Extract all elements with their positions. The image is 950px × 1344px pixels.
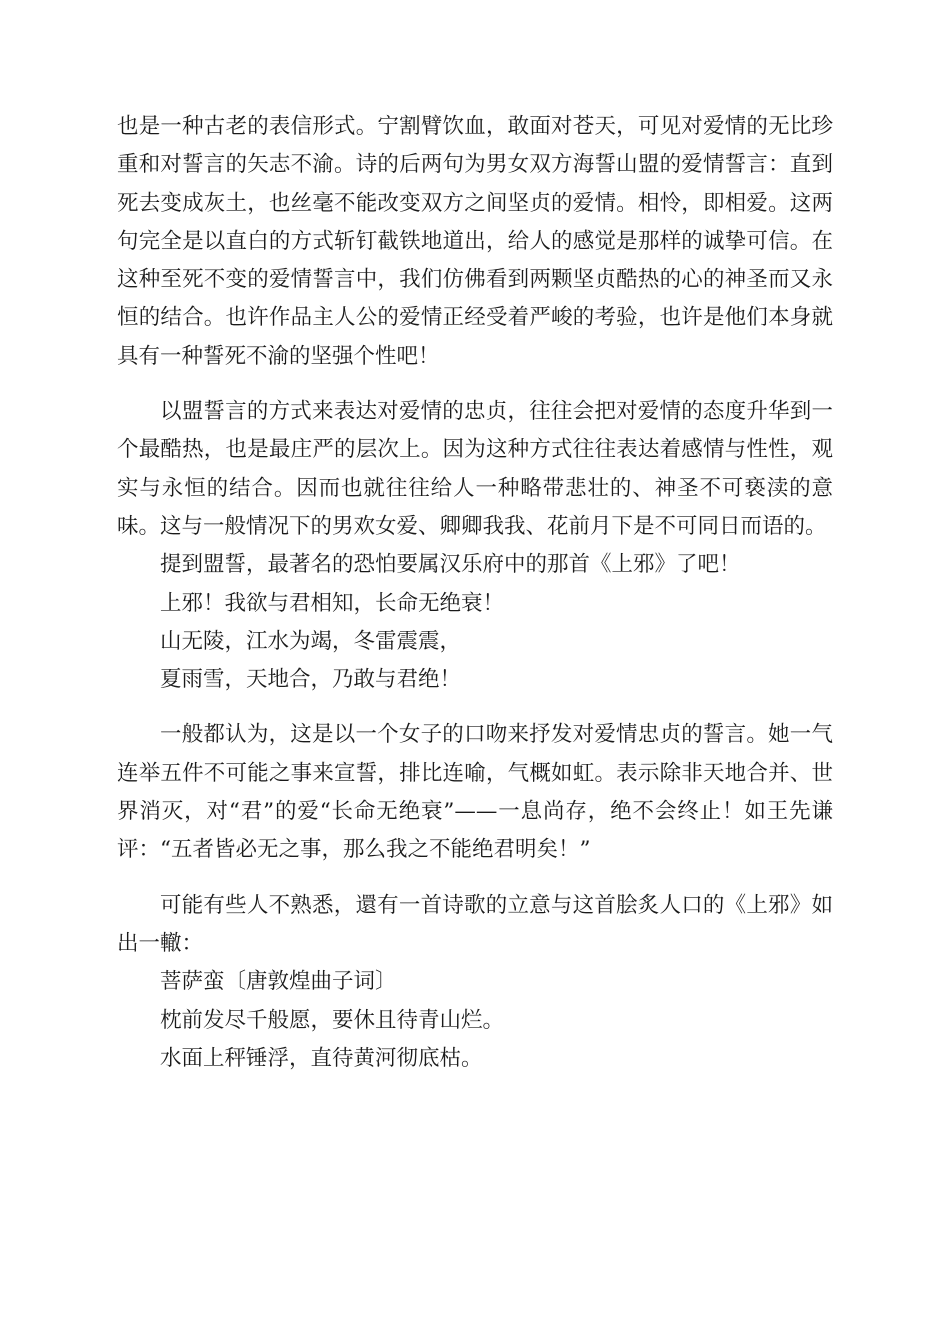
poem-line-pillow: 枕前发尽千般愿，要休且待青山烂。 (160, 1007, 505, 1033)
paragraph-shang-xie-intro: 提到盟誓，最著名的恐怕要属汉乐府中的那首《上邪》了吧！ (160, 552, 741, 578)
paragraph-oath-commentary: 也是一种古老的表信形式。宁割臂饮血，敢面对苍天，可见对爱情的无比珍重和对誓言的矢志不渝。诗的后两句为男女双方海誓山盟的爱情誓言：直到死去变成灰土，也丝毫不能改变双方之间坚贞的爱情。相怜，即相爱。这两句完全是以直白的方式斩钉截铁地道出，给人的感觉是那样的诚挚可信。在这种至死不变的爱情誓言中，我们仿佛看到两颗坚贞酷热的心的神圣而又永恒的结合。也许作品主人公的爱情正经受着严峻的考验，也许是他们本身就具有一种誓死不渝的坚强个性吧！ (117, 114, 833, 369)
poem-line-3: 夏雨雪，天地合，乃敢与君绝！ (160, 667, 462, 693)
paragraph-second-poem-intro: 可能有些人不熟悉，還有一首诗歌的立意与这首脍炙人口的《上邪》如出一轍： (117, 892, 833, 956)
poem-line-2: 山无陵，江水为竭，冬雷震震， (160, 628, 462, 654)
poem-title: 菩萨蛮〔唐敦煌曲子词〕 (160, 969, 397, 995)
document-body (117, 108, 833, 1078)
poem-line-water: 水面上秤锤浮，直待黄河彻底枯。 (160, 1045, 483, 1071)
paragraph-oath-sublimation: 以盟誓言的方式来表达对爱情的忠贞，往往会把对爱情的态度升华到一个最酷热，也是最庄严的层次上。因为这种方式往往表达着感情与性性，观实与永恒的结合。因而也就往往给人一种略带悲壮的、神圣不可亵渎的意味。这与一般情况下的男欢女爱、卿卿我我、花前月下是不可同日而语的。 (117, 399, 833, 539)
poem-line-1: 上邪！我欲与君相知，长命无绝衰！ (160, 590, 505, 616)
paragraph-poem-analysis: 一般都认为，这是以一个女子的口吻来抒发对爱情忠贞的誓言。她一气连举五件不可能之事来宣誓，排比连喻，气概如虹。表示除非天地合并、世界消灭，对“君”的爱“长命无绝衰”——一息尚存，绝不会终止！如王先谦评：“五者皆必无之事，那么我之不能绝君明矣！” (117, 722, 833, 863)
